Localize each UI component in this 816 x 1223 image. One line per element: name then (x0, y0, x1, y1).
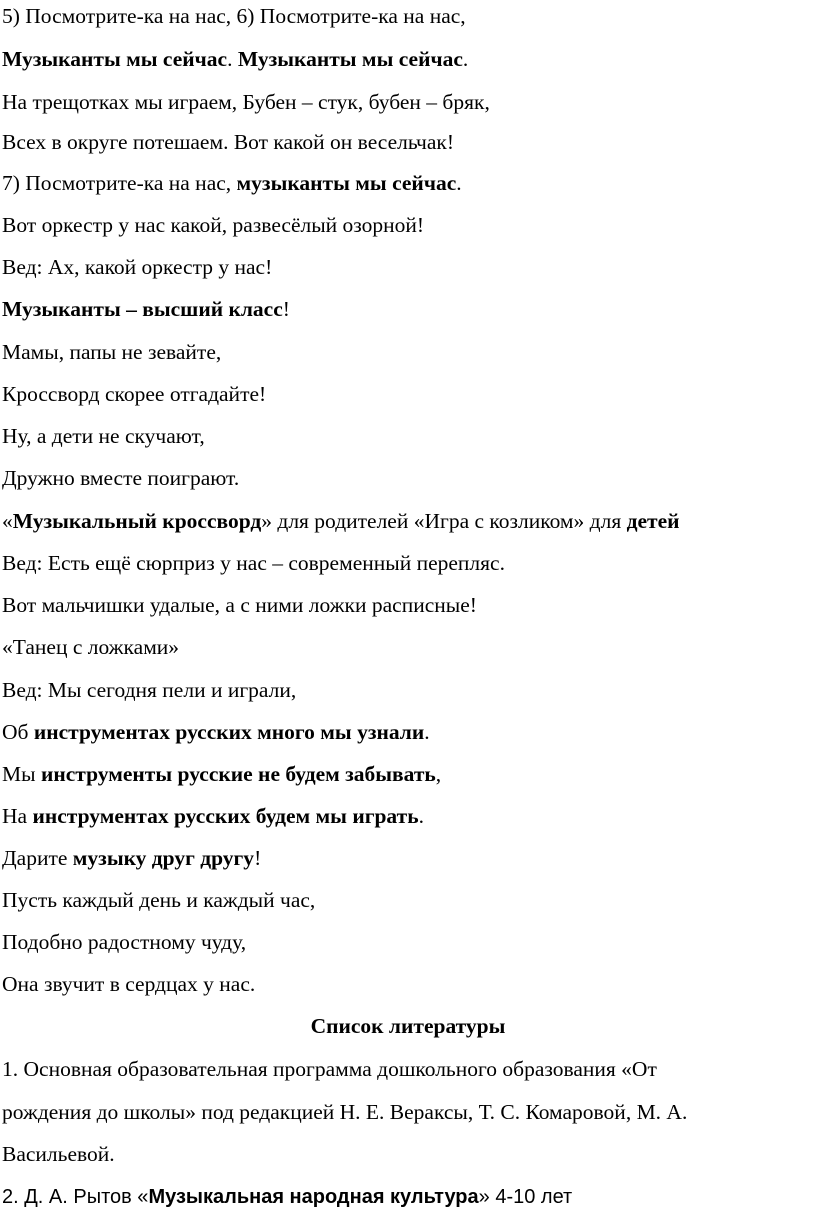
verse-bold-text: детей (626, 509, 680, 533)
text-line (2, 212, 424, 238)
verse-bold-text: музыканты мы сейчас (236, 171, 457, 195)
literature-heading: Список литературы (310, 1014, 506, 1038)
verse-text: Подобно радостному чуду, (2, 930, 247, 954)
text-line (2, 677, 296, 703)
verse-text: » для родителей «Игра с козликом» для (261, 509, 627, 533)
verse-text: 7) Посмотрите-ка на нас, (2, 171, 237, 195)
verse-bold-text: инструментах русских много мы узнали (33, 720, 425, 744)
verse-text: Ну, а дети не скучают, (2, 424, 205, 448)
verse-text: «Танец с ложками» (2, 635, 180, 659)
text-line (2, 89, 490, 115)
literature-text: » 4-10 лет (478, 1186, 573, 1208)
text-line (2, 3, 466, 29)
text-line (2, 634, 179, 660)
verse-text: . (462, 47, 469, 71)
verse-bold-text: Музыканты мы сейчас (237, 47, 463, 71)
verse-text: , (435, 762, 442, 786)
verse-text: Пусть каждый день и каждый час, (2, 888, 316, 912)
verse-text: На (2, 804, 33, 828)
literature-text: рождения до школы» под редакцией Н. Е. Вераксы, Т. С. Комаровой, М. А. (2, 1100, 688, 1124)
literature-text: 2. Д. А. Рытов « (2, 1186, 149, 1208)
verse-text: . (456, 171, 462, 195)
text-line (2, 465, 239, 491)
text-line (2, 845, 261, 871)
verse-text: Дарите (2, 846, 73, 870)
verse-bold-text: музыку друг другу (72, 846, 255, 870)
text-line (2, 254, 272, 280)
text-line (2, 592, 477, 618)
verse-text: ! (282, 297, 290, 321)
verse-text: На трещотках мы играем, Бубен – стук, бубен – бряк, (2, 90, 490, 114)
verse-text: Вот оркестр у нас какой, развесёлый озорной! (2, 213, 425, 237)
verse-text: Вед: Есть ещё сюрприз у нас – современный перепляс. (2, 551, 505, 575)
verse-text: Всех в округе потешаем. Вот какой он весельчак! (2, 130, 454, 154)
text-line (2, 887, 315, 913)
literature-item-1 (2, 1056, 657, 1082)
text-line (2, 929, 246, 955)
verse-text: . (418, 804, 424, 828)
text-line (2, 803, 424, 829)
text-line (2, 423, 205, 449)
verse-text: ! (254, 846, 262, 870)
verse-text: . (424, 720, 430, 744)
verse-bold-text: Музыканты мы сейчас (2, 47, 228, 71)
verse-bold-text: Музыкальный кроссворд (12, 509, 262, 533)
text-line (2, 761, 441, 787)
literature-text: Васильевой. (2, 1142, 115, 1166)
verse-text: Вед: Ах, какой оркестр у нас! (2, 255, 273, 279)
text-line (2, 508, 680, 534)
text-line (2, 129, 454, 155)
verse-text: Она звучит в сердцах у нас. (2, 972, 256, 996)
verse-text: Мы (2, 762, 41, 786)
literature-item-1-continuation (2, 1099, 687, 1125)
verse-text: Дружно вместе поиграют. (2, 466, 240, 490)
verse-text: . (227, 47, 238, 71)
literature-text: 1. Основная образовательная программа дошкольного образования «От (2, 1057, 657, 1081)
text-line (2, 170, 462, 196)
verse-bold-text: инструменты русские не будем забывать (40, 762, 436, 786)
literature-bold-text: Музыкальная народная культура (148, 1186, 479, 1208)
literature-item-2 (2, 1184, 572, 1210)
text-line (2, 381, 266, 407)
text-line (2, 971, 255, 997)
verse-bold-text: Музыканты – высший класс (2, 297, 283, 321)
text-line (2, 339, 221, 365)
text-line (2, 296, 290, 322)
verse-text: Об (2, 720, 34, 744)
literature-item-1-continuation (2, 1141, 115, 1167)
text-line (2, 46, 468, 72)
text-line (2, 550, 505, 576)
verse-text: Мамы, папы не зевайте, (2, 340, 222, 364)
text-line (2, 719, 430, 745)
verse-text: Вот мальчишки удалые, а с ними ложки расписные! (2, 593, 477, 617)
verse-text: 5) Посмотрите-ка на нас, 6) Посмотрите-ка на нас, (2, 4, 466, 28)
verse-text: Вед: Мы сегодня пели и играли, (2, 678, 297, 702)
verse-bold-text: инструментах русских будем мы играть (32, 804, 419, 828)
verse-text: « (2, 509, 13, 533)
verse-text: Кроссворд скорее отгадайте! (2, 382, 267, 406)
